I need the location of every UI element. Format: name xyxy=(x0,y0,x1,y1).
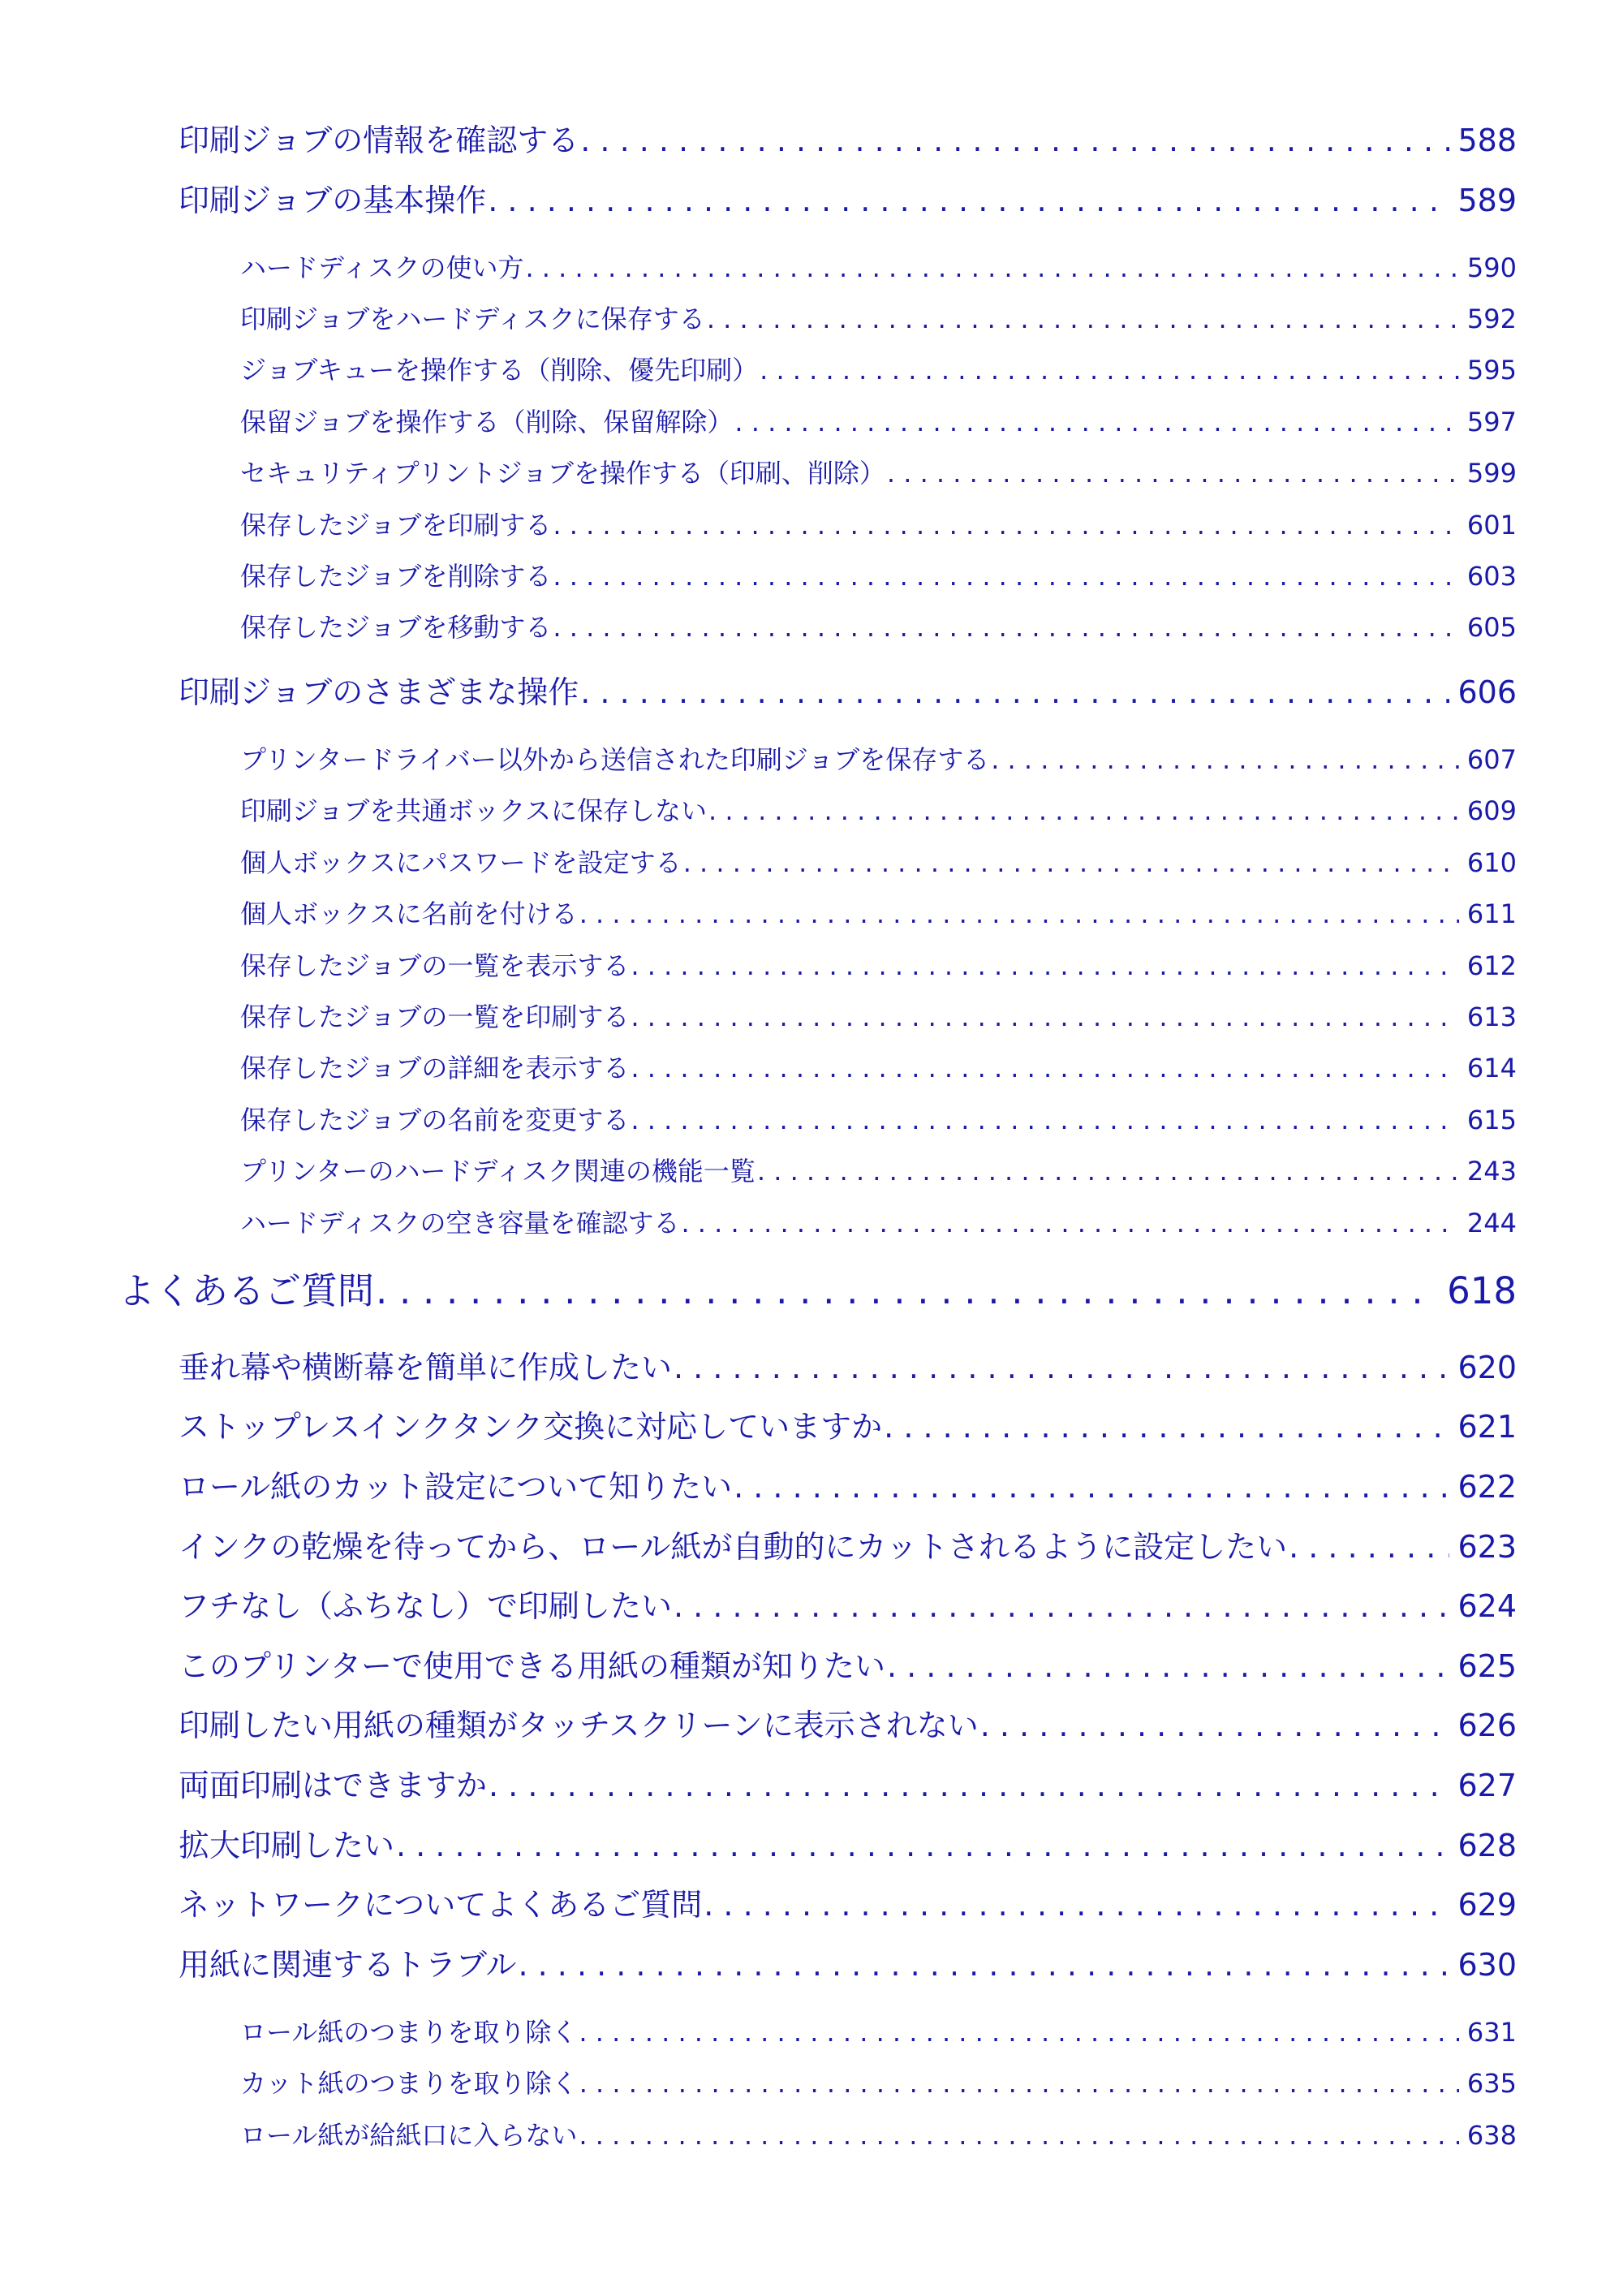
toc-entry-title: インクの乾燥を待ってから、ロール紙が自動的にカットされるように設定したい xyxy=(179,1529,1288,1565)
toc-entry[interactable] xyxy=(240,403,1517,441)
dot-leader xyxy=(631,947,1459,984)
toc-entry[interactable] xyxy=(240,300,1517,338)
toc-entry-title: 保存したジョブの詳細を表示する xyxy=(240,1053,630,1083)
toc-entry[interactable] xyxy=(179,1764,1517,1807)
toc-entry-page: 623 xyxy=(1457,1529,1517,1565)
dot-leader xyxy=(707,300,1459,338)
toc-entry[interactable] xyxy=(240,1101,1517,1139)
dot-leader xyxy=(631,1049,1459,1087)
toc-entry[interactable] xyxy=(179,1584,1517,1628)
toc-entry[interactable] xyxy=(240,351,1517,389)
toc-entry-page: 601 xyxy=(1466,510,1517,541)
toc-entry[interactable] xyxy=(240,844,1517,881)
toc-entry-title: ジョブキューを操作する（削除、優先印刷） xyxy=(240,355,759,386)
toc-entry-page: 628 xyxy=(1457,1828,1517,1863)
dot-leader xyxy=(757,1152,1459,1190)
toc-entry-title: プリンタードライバー以外から送信された印刷ジョブを保存する xyxy=(240,744,990,775)
toc-entry-page: 611 xyxy=(1466,898,1517,929)
toc-entry-page: 244 xyxy=(1466,1208,1517,1238)
toc-entry-title: 保存したジョブの一覧を表示する xyxy=(240,950,630,981)
toc-entry-title: 印刷ジョブのさまざまな操作 xyxy=(179,674,579,710)
toc-entry-title: ストップレスインクタンク交換に対応していますか xyxy=(179,1409,883,1445)
toc-entry-page: 590 xyxy=(1466,252,1517,283)
toc-entry[interactable] xyxy=(179,118,1517,162)
toc-entry-page: 614 xyxy=(1466,1053,1517,1083)
toc-entry-title: ロール紙が給紙口に入らない xyxy=(240,2120,578,2151)
toc-entry-page: 597 xyxy=(1466,407,1517,437)
toc-entry-page: 638 xyxy=(1466,2120,1517,2151)
dot-leader xyxy=(1289,1525,1449,1569)
dot-leader xyxy=(580,118,1449,162)
toc-entry-page: 606 xyxy=(1457,674,1517,710)
toc-entry-page: 599 xyxy=(1466,458,1517,489)
toc-entry[interactable] xyxy=(240,998,1517,1036)
dot-leader xyxy=(681,1204,1458,1242)
toc-entry-title: セキュリティプリントジョブを操作する（印刷、削除） xyxy=(240,458,885,489)
toc-entry[interactable] xyxy=(240,454,1517,492)
toc-entry[interactable] xyxy=(240,895,1517,933)
dot-leader xyxy=(553,609,1459,646)
dot-leader xyxy=(708,792,1459,829)
toc-entry[interactable] xyxy=(240,609,1517,646)
toc-entry[interactable] xyxy=(240,741,1517,778)
dot-leader xyxy=(579,2117,1459,2154)
toc-entry-page: 615 xyxy=(1466,1105,1517,1135)
toc-entry[interactable] xyxy=(179,670,1517,714)
dot-leader xyxy=(734,1465,1449,1509)
dot-leader xyxy=(674,1584,1449,1628)
dot-leader xyxy=(376,1267,1439,1316)
dot-leader xyxy=(980,1704,1450,1747)
toc-entry-page: 612 xyxy=(1466,950,1517,981)
dot-leader xyxy=(579,2065,1459,2102)
dot-leader xyxy=(991,741,1459,778)
toc-entry[interactable] xyxy=(179,1644,1517,1688)
toc-entry-page: 603 xyxy=(1466,561,1517,592)
toc-entry-page: 605 xyxy=(1466,612,1517,643)
toc-entry-page: 595 xyxy=(1466,355,1517,386)
toc-entry[interactable] xyxy=(179,1943,1517,1987)
dot-leader xyxy=(734,403,1459,441)
dot-leader xyxy=(704,1883,1449,1927)
dot-leader xyxy=(631,998,1459,1036)
toc-entry-title: 用紙に関連するトラブル xyxy=(179,1947,517,1983)
dot-leader xyxy=(525,249,1458,286)
toc-entry-title: 両面印刷はできますか xyxy=(179,1768,488,1803)
toc-entry-page: 627 xyxy=(1457,1768,1517,1803)
toc-entry-page: 609 xyxy=(1466,795,1517,826)
toc-entry-title: 印刷したい用紙の種類がタッチスクリーンに表示されない xyxy=(179,1708,979,1743)
toc-entry[interactable] xyxy=(179,1525,1517,1569)
toc-entry[interactable] xyxy=(179,1465,1517,1509)
dot-leader xyxy=(553,558,1459,595)
toc-entry[interactable] xyxy=(179,1405,1517,1449)
toc-entry[interactable] xyxy=(179,1704,1517,1747)
toc-entry[interactable] xyxy=(240,1152,1517,1190)
toc-entry[interactable] xyxy=(179,1824,1517,1867)
toc-entry-page: 589 xyxy=(1457,183,1517,218)
toc-entry[interactable] xyxy=(240,558,1517,595)
dot-leader xyxy=(488,179,1449,222)
toc-entry-title: 保留ジョブを操作する（削除、保留解除） xyxy=(240,407,734,437)
toc-entry[interactable] xyxy=(240,2117,1517,2154)
toc-entry-page: 621 xyxy=(1457,1409,1517,1445)
toc-entry-page: 630 xyxy=(1457,1947,1517,1983)
toc-entry[interactable] xyxy=(179,1346,1517,1389)
toc-entry-page: 243 xyxy=(1466,1156,1517,1187)
toc-entry[interactable] xyxy=(179,1883,1517,1927)
toc-entry-page: 624 xyxy=(1457,1588,1517,1624)
toc-entry-title: 保存したジョブを印刷する xyxy=(240,510,552,541)
toc-entry[interactable] xyxy=(240,249,1517,286)
toc-entry[interactable] xyxy=(179,179,1517,222)
toc-entry-page: 635 xyxy=(1466,2068,1517,2099)
toc-entry-page: 631 xyxy=(1466,2017,1517,2048)
toc-entry-title: 印刷ジョブの基本操作 xyxy=(179,183,487,218)
toc-entry-title: 個人ボックスに名前を付ける xyxy=(240,898,578,929)
dot-leader xyxy=(887,1644,1450,1688)
toc-entry-title: 保存したジョブの一覧を印刷する xyxy=(240,1002,630,1032)
toc-entry[interactable] xyxy=(240,1204,1517,1242)
dot-leader xyxy=(631,1101,1459,1139)
dot-leader xyxy=(518,1943,1449,1987)
toc-entry-title: ロール紙のカット設定について知りたい xyxy=(179,1469,733,1505)
toc-entry-page: 607 xyxy=(1466,744,1517,775)
toc-entry-title: ロール紙のつまりを取り除く xyxy=(240,2017,578,2048)
toc-entry-page: 610 xyxy=(1466,847,1517,878)
toc-entry-title: フチなし（ふちなし）で印刷したい xyxy=(179,1588,673,1624)
toc-entry[interactable] xyxy=(118,1267,1517,1316)
toc-entry[interactable] xyxy=(240,2065,1517,2102)
toc-entry-title: カット紙のつまりを取り除く xyxy=(240,2068,578,2099)
toc-entry-title: 印刷ジョブの情報を確認する xyxy=(179,123,579,158)
dot-leader xyxy=(760,351,1459,389)
toc-entry-page: 618 xyxy=(1447,1269,1517,1312)
toc-entry-title: ハードディスクの空き容量を確認する xyxy=(240,1208,680,1238)
toc-entry-title: よくあるご質問 xyxy=(118,1269,375,1312)
toc-entry-title: 拡大印刷したい xyxy=(179,1828,395,1863)
toc-entry-title: 保存したジョブを削除する xyxy=(240,561,552,592)
dot-leader xyxy=(674,1346,1449,1389)
dot-leader xyxy=(580,670,1449,714)
toc-entry-title: 印刷ジョブをハードディスクに保存する xyxy=(240,304,705,334)
dot-leader xyxy=(884,1405,1449,1449)
toc-entry-page: 629 xyxy=(1457,1887,1517,1923)
toc-entry-title: 保存したジョブを移動する xyxy=(240,612,552,643)
dot-leader xyxy=(579,895,1459,933)
dot-leader xyxy=(887,454,1459,492)
toc-entry-title: プリンターのハードディスク関連の機能一覧 xyxy=(240,1156,756,1187)
toc-entry-title: 保存したジョブの名前を変更する xyxy=(240,1105,630,1135)
toc-entry-title: ハードディスクの使い方 xyxy=(240,252,524,283)
toc-entry-page: 625 xyxy=(1457,1648,1517,1684)
toc-entry[interactable] xyxy=(240,792,1517,829)
toc-entry[interactable] xyxy=(240,1049,1517,1087)
dot-leader xyxy=(489,1764,1449,1807)
toc-entry-title: このプリンターで使用できる用紙の種類が知りたい xyxy=(179,1648,885,1684)
toc-entry[interactable] xyxy=(240,2014,1517,2051)
dot-leader xyxy=(553,506,1459,544)
toc-entry-page: 622 xyxy=(1457,1469,1517,1505)
toc-entry-title: 印刷ジョブを共通ボックスに保存しない xyxy=(240,795,708,826)
toc-entry[interactable] xyxy=(240,947,1517,984)
toc-entry-page: 592 xyxy=(1466,304,1517,334)
dot-leader xyxy=(579,2014,1459,2051)
dot-leader xyxy=(683,844,1459,881)
toc-entry-title: 個人ボックスにパスワードを設定する xyxy=(240,847,682,878)
toc-entry-page: 588 xyxy=(1457,123,1517,158)
toc-entry-page: 626 xyxy=(1457,1708,1517,1743)
toc-entry[interactable] xyxy=(240,506,1517,544)
toc-entry-title: 垂れ幕や横断幕を簡単に作成したい xyxy=(179,1350,673,1385)
dot-leader xyxy=(396,1824,1449,1867)
toc-entry-title: ネットワークについてよくあるご質問 xyxy=(179,1887,703,1923)
toc-entry-page: 613 xyxy=(1466,1002,1517,1032)
toc-entry-page: 620 xyxy=(1457,1350,1517,1385)
